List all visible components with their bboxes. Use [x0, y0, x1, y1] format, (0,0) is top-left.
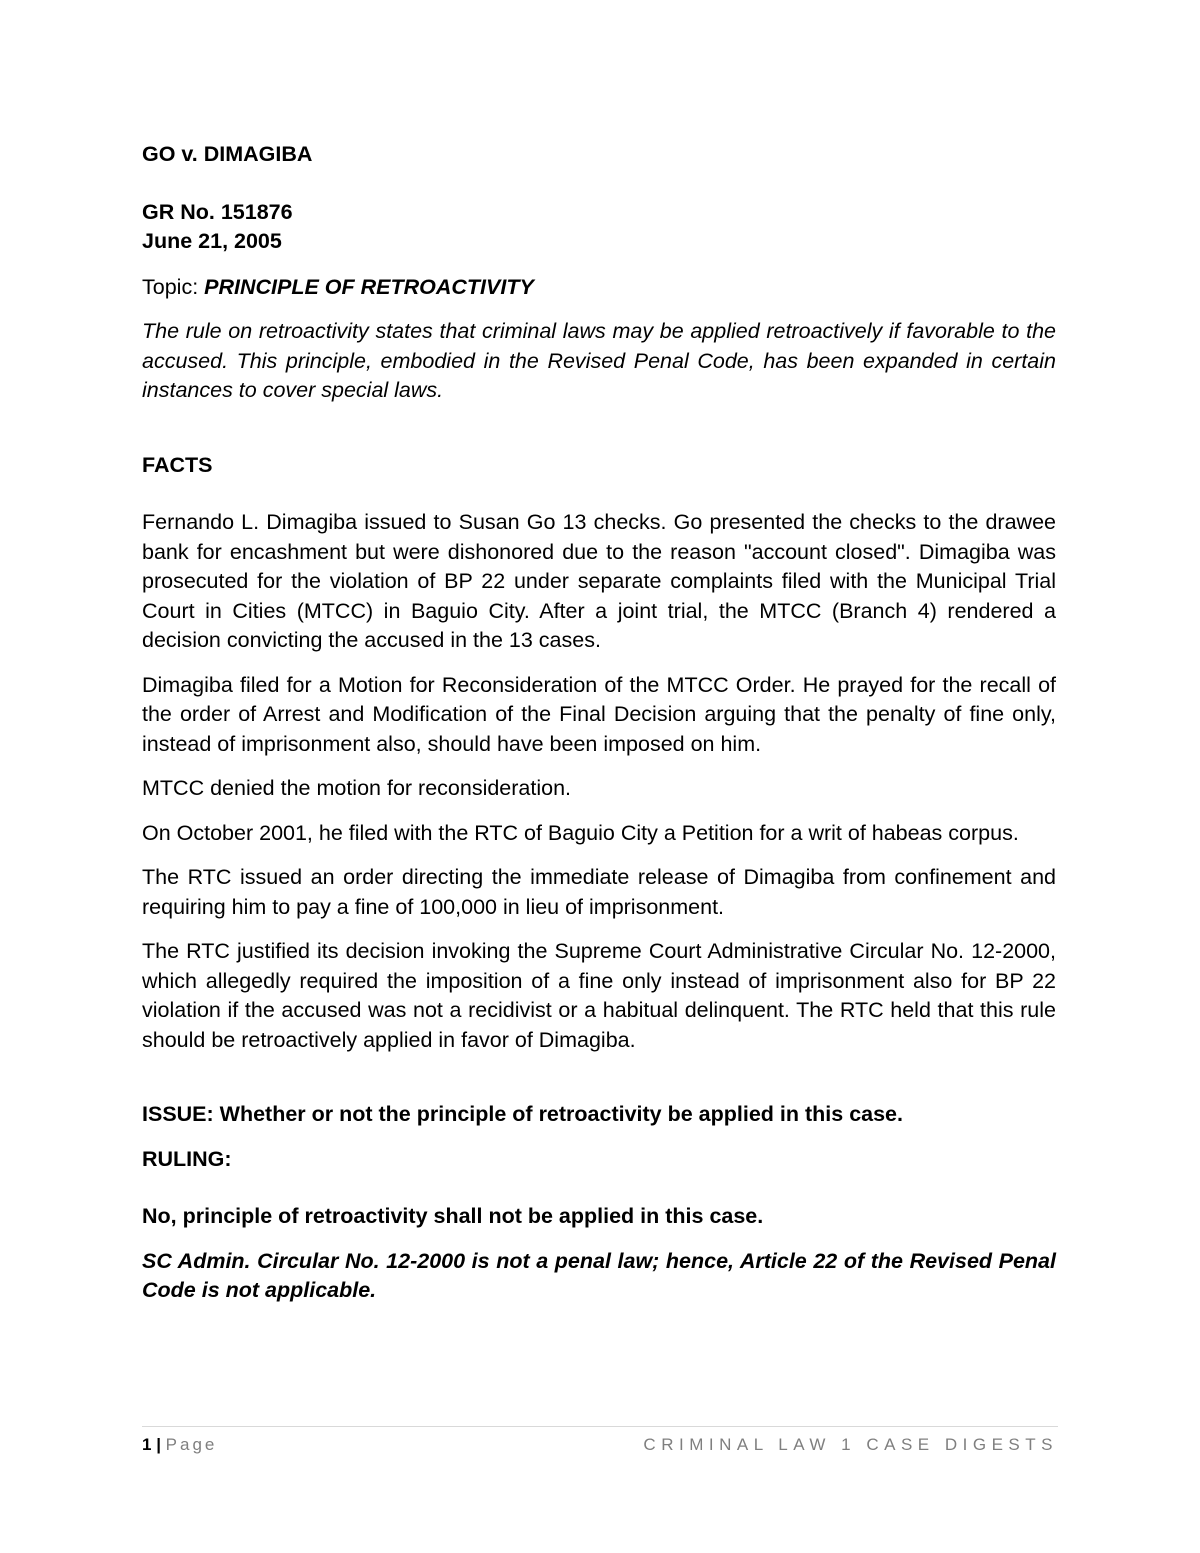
case-date: June 21, 2005 [142, 229, 282, 253]
ruling-answer: No, principle of retroactivity shall not be applied in this case. [142, 1204, 764, 1228]
document-body [142, 140, 1056, 1306]
facts-paragraph: On October 2001, he filed with the RTC of Baguio City a Petition for a writ of habeas corpus. [142, 820, 1019, 845]
facts-paragraph: Fernando L. Dimagiba issued to Susan Go 13 checks. Go presented the checks to the drawee bank for encashment but were dishonored due to the reason "account closed". Dimagiba was prosecuted for the violation of BP 22 under separate complaints filed with the Municipal Trial Court in Cities (MTCC) in Baguio City. After a joint trial, the MTCC (Branch 4) rendered a decision convicting the accused in the 13 cases. [142, 510, 1056, 652]
page-separator: | [151, 1435, 166, 1454]
facts-paragraph: Dimagiba filed for a Motion for Reconsideration of the MTCC Order. He prayed for the recall of the order of Arrest and Modification of the Final Decision arguing that the penalty of fine only, instead of imprisonment also, should have been imposed on him. [142, 672, 1056, 756]
topic-summary: The rule on retroactivity states that criminal laws may be applied retroactively if favorable to the accused. This principle, embodied in the Revised Penal Code, has been expanded in certain instances to cover special laws. [142, 319, 1056, 402]
facts-paragraph: The RTC justified its decision invoking the Supreme Court Administrative Circular No. 12-2000, which allegedly required the imposition of a fine only instead of imprisonment also for BP 22 violation if the accused was not a recidivist or a habitual delinquent. The RTC held that this rule should be retroactively applied in favor of Dimagiba. [142, 939, 1056, 1052]
facts-heading: FACTS [142, 452, 213, 477]
page-word: Page [165, 1435, 218, 1454]
case-title: GO v. DIMAGIBA [142, 142, 313, 166]
topic-line [142, 273, 1056, 303]
page-number: 1 [142, 1435, 152, 1454]
topic-label: Topic: [142, 274, 205, 299]
topic-value: PRINCIPLE OF RETROACTIVITY [204, 274, 534, 299]
issue-statement: ISSUE: Whether or not the principle of retroactivity be applied in this case. [142, 1102, 903, 1126]
page-indicator [142, 1432, 217, 1458]
page-footer [142, 1432, 1058, 1458]
gr-number: GR No. 151876 [142, 199, 293, 224]
running-title: CRIMINAL LAW 1 CASE DIGESTS [643, 1435, 1058, 1454]
footer-divider [142, 1426, 1058, 1427]
facts-paragraph: The RTC issued an order directing the immediate release of Dimagiba from confinement and requiring him to pay a fine of 100,000 in lieu of imprisonment. [142, 865, 1056, 919]
ruling-heading: RULING: [142, 1146, 232, 1171]
ruling-basis: SC Admin. Circular No. 12-2000 is not a penal law; hence, Article 22 of the Revised Penal Code is not applicable. [142, 1248, 1056, 1302]
facts-paragraph: MTCC denied the motion for reconsideration. [142, 776, 572, 800]
